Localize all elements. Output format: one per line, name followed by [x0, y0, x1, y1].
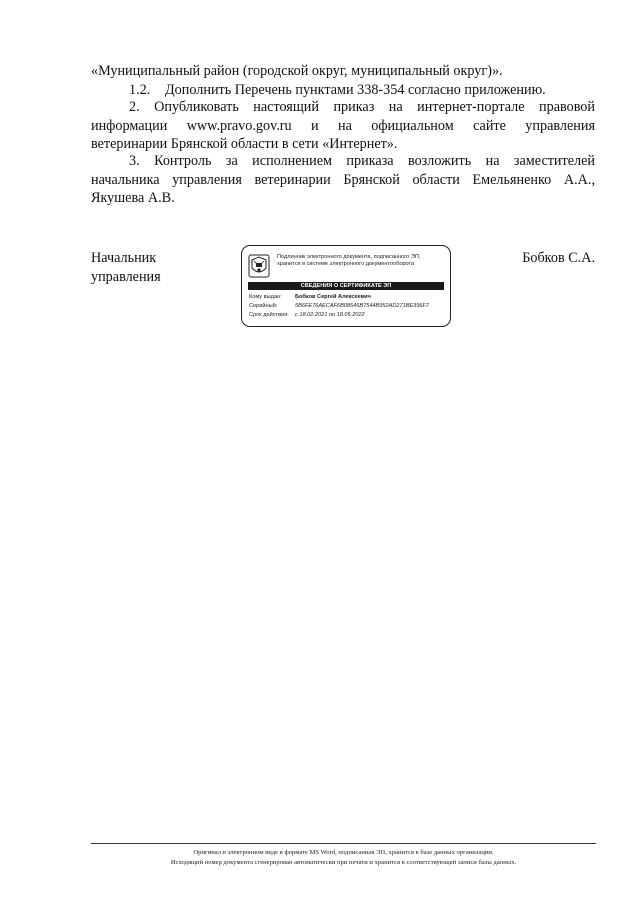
paragraph-line: Якушева А.В. [91, 190, 175, 206]
stamp-header: Подлинник электронного документа, подписанного ЭП, хранится в системе электронного документооборота [277, 254, 421, 268]
paragraph-line: ветеринарии Брянской области в сети «Интернет». [91, 136, 398, 152]
paragraph-continuation [91, 62, 595, 81]
item-text: Дополнить Перечень пунктами 338-354 согласно приложению. [165, 82, 546, 98]
signatory-position: Начальник управления [91, 250, 161, 285]
e-signature-stamp [241, 245, 451, 327]
item-number: 1.2. [129, 82, 151, 98]
paragraph-text: «Муниципальный район (городской округ, муниципальный округ)». [91, 63, 503, 79]
footer-divider [91, 843, 596, 844]
paragraph-3 [91, 152, 595, 208]
stamp-validity-row: Срок действия: с 18.02.2021 по 18.05.2022 [249, 312, 365, 318]
paragraph-line: 3. Контроль за исполнением приказа возложить на заместителей [129, 153, 595, 169]
stamp-serial-row: Серийный: 5B6FE76AECAF6B08545B7544B952AD271BE396F7 [249, 303, 430, 309]
stamp-owner-row: Кому выдан: Бобков Сергей Алексеевич [249, 294, 371, 300]
paragraph-line: 2. Опубликовать настоящий приказ на интернет-портале правовой [129, 99, 595, 115]
stamp-title: СВЕДЕНИЯ О СЕРТИФИКАТЕ ЭП [248, 282, 444, 290]
paragraph-1-2 [91, 81, 595, 100]
footer-note: Оригинал в электронном виде в формате MS Word, подписанная ЭП, хранится в базе данных организации. Исходящий номер документа сгенерирован автоматически при печати и хранится в соответствующей записи базы данных. [170, 849, 517, 866]
coat-of-arms-icon [248, 254, 270, 278]
paragraph-line: информации www.pravo.gov.ru и на официальном сайте управления [91, 117, 595, 134]
paragraph-2 [91, 98, 595, 154]
paragraph-line: начальника управления ветеринарии Брянской области Емельяненко А.А., [91, 171, 595, 188]
signatory-name: Бобков С.А. [522, 250, 595, 266]
